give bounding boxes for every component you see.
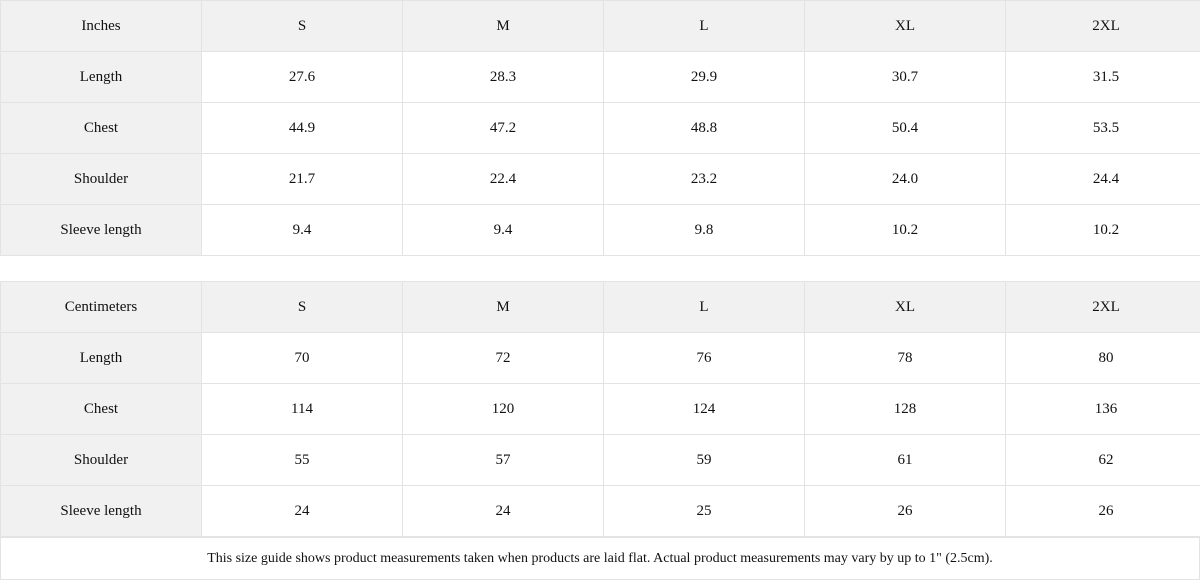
cell-length-s: 27.6 <box>202 52 403 103</box>
row-label-chest: Chest <box>1 103 202 154</box>
column-header-l: L <box>604 282 805 333</box>
table-row <box>1 205 1200 256</box>
column-header-xl: XL <box>805 282 1006 333</box>
column-header-2xl: 2XL <box>1006 1 1200 52</box>
table-row <box>1 384 1200 435</box>
column-header-m: M <box>403 1 604 52</box>
cell-chest-l: 124 <box>604 384 805 435</box>
size-table-centimeters <box>0 281 1200 537</box>
cell-chest-s: 44.9 <box>202 103 403 154</box>
row-label-chest: Chest <box>1 384 202 435</box>
column-header-2xl: 2XL <box>1006 282 1200 333</box>
cell-length-2xl: 80 <box>1006 333 1200 384</box>
row-label-shoulder: Shoulder <box>1 154 202 205</box>
column-header-l: L <box>604 1 805 52</box>
cell-shoulder-s: 55 <box>202 435 403 486</box>
cell-sleeve-2xl: 26 <box>1006 486 1200 537</box>
cell-length-l: 29.9 <box>604 52 805 103</box>
cell-length-m: 28.3 <box>403 52 604 103</box>
cell-chest-xl: 50.4 <box>805 103 1006 154</box>
cell-length-l: 76 <box>604 333 805 384</box>
cell-chest-m: 120 <box>403 384 604 435</box>
cell-sleeve-m: 9.4 <box>403 205 604 256</box>
table-row <box>1 154 1200 205</box>
cell-sleeve-2xl: 10.2 <box>1006 205 1200 256</box>
cell-sleeve-l: 25 <box>604 486 805 537</box>
cell-chest-s: 114 <box>202 384 403 435</box>
cell-chest-xl: 128 <box>805 384 1006 435</box>
column-header-m: M <box>403 282 604 333</box>
cell-sleeve-xl: 26 <box>805 486 1006 537</box>
cell-chest-2xl: 53.5 <box>1006 103 1200 154</box>
size-table-inches <box>0 0 1200 256</box>
cell-chest-2xl: 136 <box>1006 384 1200 435</box>
cell-sleeve-xl: 10.2 <box>805 205 1006 256</box>
row-label-length: Length <box>1 333 202 384</box>
table-header-row <box>1 282 1200 333</box>
cell-shoulder-2xl: 24.4 <box>1006 154 1200 205</box>
table-row <box>1 52 1200 103</box>
cell-length-2xl: 31.5 <box>1006 52 1200 103</box>
row-label-sleeve-length: Sleeve length <box>1 486 202 537</box>
footnote-text: This size guide shows product measurements taken when products are laid flat. Actual product measurements may vary by up to 1" (2.5cm). <box>207 550 993 566</box>
column-header-s: S <box>202 282 403 333</box>
row-label-sleeve-length: Sleeve length <box>1 205 202 256</box>
cell-chest-m: 47.2 <box>403 103 604 154</box>
column-header-xl: XL <box>805 1 1006 52</box>
row-label-length: Length <box>1 52 202 103</box>
cell-shoulder-xl: 61 <box>805 435 1006 486</box>
unit-label-centimeters: Centimeters <box>1 282 202 333</box>
unit-label-inches: Inches <box>1 1 202 52</box>
cell-shoulder-xl: 24.0 <box>805 154 1006 205</box>
cell-sleeve-l: 9.8 <box>604 205 805 256</box>
cell-shoulder-l: 23.2 <box>604 154 805 205</box>
cell-sleeve-s: 24 <box>202 486 403 537</box>
cell-length-m: 72 <box>403 333 604 384</box>
column-header-s: S <box>202 1 403 52</box>
table-row <box>1 435 1200 486</box>
table-spacer <box>0 256 1200 281</box>
cell-sleeve-m: 24 <box>403 486 604 537</box>
cell-chest-l: 48.8 <box>604 103 805 154</box>
cell-length-s: 70 <box>202 333 403 384</box>
cell-shoulder-l: 59 <box>604 435 805 486</box>
cell-shoulder-m: 57 <box>403 435 604 486</box>
cell-length-xl: 30.7 <box>805 52 1006 103</box>
table-row <box>1 486 1200 537</box>
cell-shoulder-s: 21.7 <box>202 154 403 205</box>
size-guide-footnote <box>0 537 1200 580</box>
table-header-row <box>1 1 1200 52</box>
cell-shoulder-m: 22.4 <box>403 154 604 205</box>
row-label-shoulder: Shoulder <box>1 435 202 486</box>
table-row <box>1 333 1200 384</box>
cell-shoulder-2xl: 62 <box>1006 435 1200 486</box>
table-row <box>1 103 1200 154</box>
cell-length-xl: 78 <box>805 333 1006 384</box>
cell-sleeve-s: 9.4 <box>202 205 403 256</box>
